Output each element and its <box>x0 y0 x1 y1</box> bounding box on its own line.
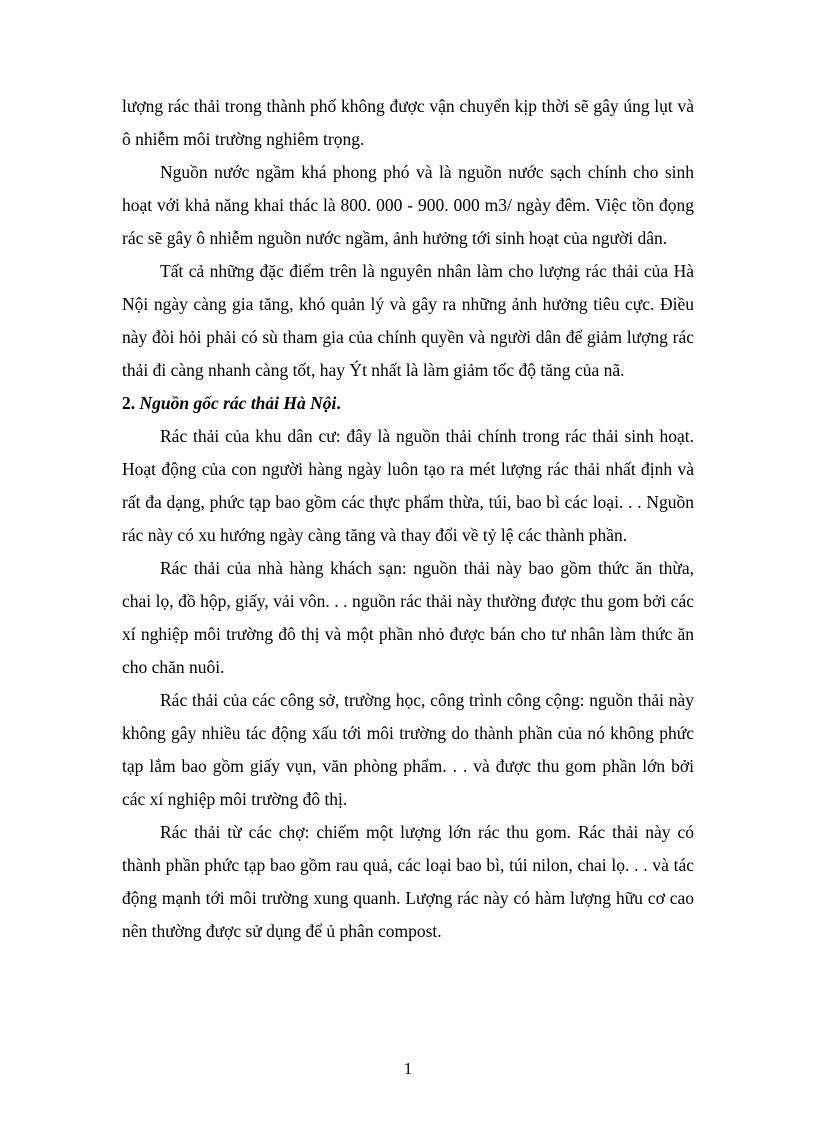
paragraph-residential-waste: Rác thải của khu dân cư: đây là nguồn thải chính trong rác thải sinh hoạt. Hoạt động của con người hàng ngày luôn tạo ra mét lượng rác thải nhất định và rất đa dạng, phức tạp bao gồm các thực phẩm thừa, túi, bao bì các loại. . . Nguồn rác này có xu hướng ngày càng tăng và thay đổi về tỷ lệ các thành phần. <box>122 426 694 545</box>
paragraph-hotel-waste: Rác thải của nhà hàng khách sạn: nguồn thải này bao gồm thức ăn thừa, chai lọ, đồ hộp, giấy, vải vôn. . . nguồn rác thải này thường được thu gom bởi các xí nghiệp môi trường đô thị và một phần nhỏ được bán cho tư nhân làm thức ăn cho chăn nuôi. <box>122 558 694 677</box>
section-title-end: . <box>336 393 341 413</box>
section-number: 2. <box>122 393 136 413</box>
paragraph-market-waste: Rác thải từ các chợ: chiếm một lượng lớn rác thu gom. Rác thải này có thành phần phức tạp bao gồm rau quả, các loại bao bì, túi nilon, chai lọ. . . và tác động mạnh tới môi trường xung quanh. Lượng rác này có hàm lượng hữu cơ cao nên thường được sử dụng để ủ phân compost. <box>122 822 694 941</box>
section-title: Nguồn gốc rác thải Hà Nội <box>139 393 337 413</box>
paragraph-office-waste: Rác thải của các công sở, trường học, công trình công cộng: nguồn thải này không gây nhiều tác động xấu tới môi trường do thành phần của nó không phức tạp lắm bao gồm giấy vụn, văn phòng phẩm. . . và được thu gom phần lớn bởi các xí nghiệp môi trường đô thị. <box>122 690 694 809</box>
paragraph-continuation: lượng rác thải trong thành phố không được vận chuyển kịp thời sẽ gây úng lụt và ô nhiễm môi trường nghiêm trọng. <box>122 96 694 149</box>
section-heading <box>122 387 694 420</box>
document-body <box>122 90 694 948</box>
page-number: 1 <box>403 1059 413 1078</box>
paragraph-summary: Tất cả những đặc điểm trên là nguyên nhân làm cho lượng rác thải của Hà Nội ngày càng gia tăng, khó quản lý và gây ra những ảnh hưởng tiêu cực. Điều này đòi hỏi phải có sù tham gia của chính quyền và người dân để giảm lượng rác thải đi càng nhanh càng tốt, hay Ýt nhất là làm giảm tốc độ tăng của nã. <box>122 261 694 380</box>
paragraph-groundwater: Nguồn nước ngầm khá phong phó và là nguồn nước sạch chính cho sinh hoạt với khả năng khai thác là 800. 000 - 900. 000 m3/ ngày đêm. Việc tồn đọng rác sẽ gây ô nhiễm nguồn nước ngầm, ảnh hưởng tới sinh hoạt của người dân. <box>122 162 694 248</box>
